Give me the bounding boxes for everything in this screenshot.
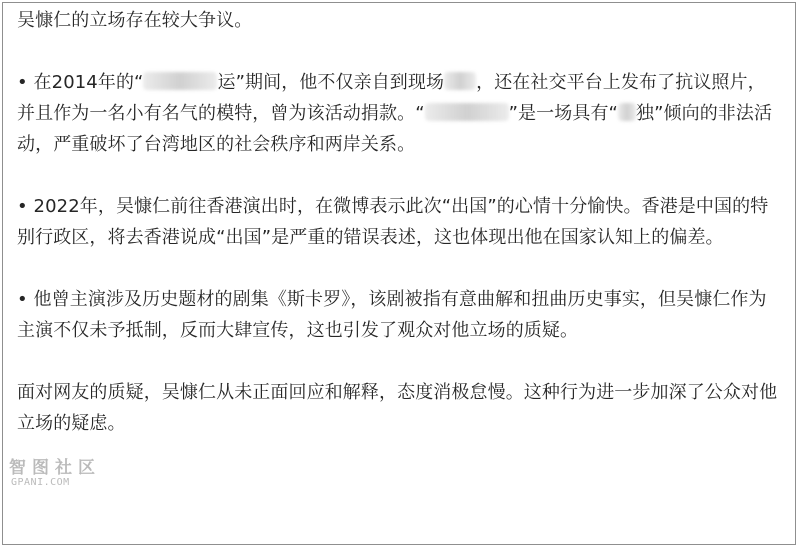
article-body [17, 5, 781, 439]
site-watermark [9, 453, 119, 501]
intro-text: 吴慷仁的立场存在较大争议。 [17, 10, 253, 31]
bullet-drama-seqalu [17, 284, 781, 346]
article-frame [2, 2, 796, 545]
bullet-2014-protest [17, 67, 781, 160]
bullet1-text-part4: ”是一场具有“ [508, 103, 618, 124]
bullet1-text-part5: 独”倾向的非法活动，严重破坏了台湾地区的社会秩序和两岸关系。 [17, 103, 773, 155]
redacted-blur [444, 72, 476, 90]
bullet2-text: • 2022年，吴慷仁前往香港演出时，在微博表示此次“出国”的心情十分愉快。香港是中国的特别行政区，将去香港说成“出国”是严重的错误表述，这也体现出他在国家认知上的偏差。 [17, 196, 769, 248]
redacted-blur [618, 103, 636, 121]
intro-paragraph [17, 5, 781, 36]
bullet3-text: • 他曾主演涉及历史题材的剧集《斯卡罗》，该剧被指有意曲解和扭曲历史事实，但吴慷仁作为主演不仅未予抵制，反而大肆宣传，这也引发了观众对他立场的质疑。 [17, 289, 767, 341]
bullet-2022-hongkong [17, 191, 781, 253]
closing-text: 面对网友的质疑，吴慷仁从未正面回应和解释，态度消极怠慢。这种行为进一步加深了公众对他立场的疑虑。 [17, 382, 778, 434]
watermark-en-text: GPANI.COM [11, 477, 70, 488]
closing-paragraph [17, 377, 781, 439]
redacted-blur [143, 72, 217, 90]
bullet1-text-part3: ，还在社交平台上发布了抗议照片，并且作为一名小有名气的模特，曾为该活动捐款。“ [17, 72, 766, 124]
bullet1-text-part2: 运”期间，他不仅亲自到现场 [217, 72, 445, 93]
redacted-blur [425, 103, 509, 121]
watermark-cn-text: 智图社区 [9, 458, 101, 478]
bullet1-text-part1: • 在2014年的“ [17, 72, 144, 93]
